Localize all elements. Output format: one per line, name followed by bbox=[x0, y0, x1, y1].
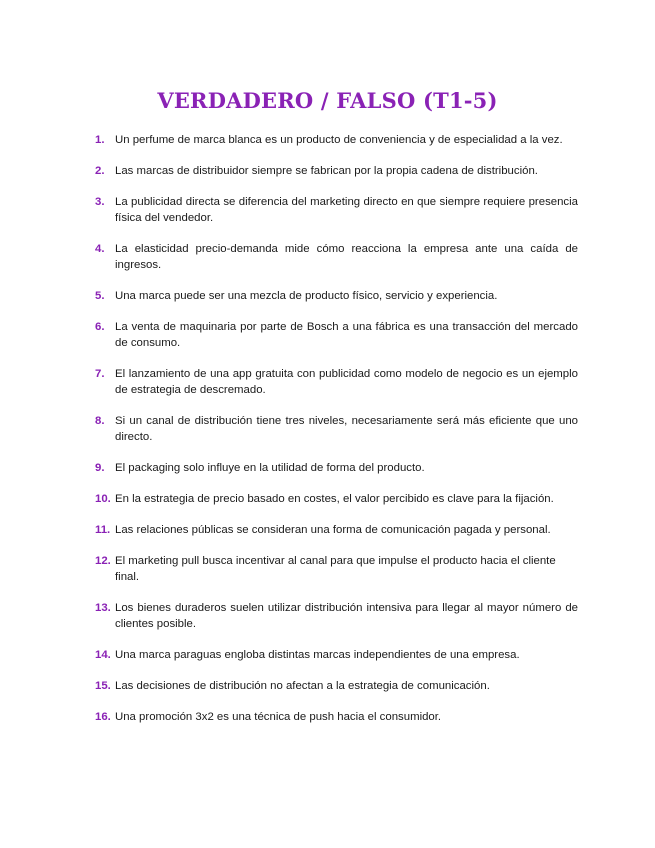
question-item bbox=[95, 600, 578, 632]
question-number: 12. bbox=[95, 555, 111, 567]
question-number: 8. bbox=[95, 415, 105, 427]
question-item bbox=[95, 647, 578, 663]
question-text: La elasticidad precio-demanda mide cómo reacciona la empresa ante una caída de ingresos. bbox=[115, 243, 578, 271]
question-number: 16. bbox=[95, 711, 111, 723]
question-text: Los bienes duraderos suelen utilizar distribución intensiva para llegar al mayor número de clientes posible. bbox=[115, 602, 578, 630]
question-item bbox=[95, 288, 578, 304]
question-item bbox=[95, 319, 578, 351]
question-item bbox=[95, 491, 578, 507]
question-text: El lanzamiento de una app gratuita con publicidad como modelo de negocio es un ejemplo de estrategia de descremado. bbox=[115, 368, 578, 396]
question-item bbox=[95, 522, 578, 538]
question-item bbox=[95, 163, 578, 179]
question-number: 10. bbox=[95, 493, 111, 505]
question-item bbox=[95, 413, 578, 445]
question-text: Una promoción 3x2 es una técnica de push hacia el consumidor. bbox=[115, 711, 442, 723]
page-title: VERDADERO / FALSO (T1-5) bbox=[157, 88, 498, 113]
question-number: 7. bbox=[95, 368, 105, 380]
question-text: Una marca paraguas engloba distintas marcas independientes de una empresa. bbox=[115, 649, 520, 661]
question-text: Las decisiones de distribución no afectan a la estrategia de comunicación. bbox=[115, 680, 490, 692]
question-text: Si un canal de distribución tiene tres niveles, necesariamente será más eficiente que uno directo. bbox=[115, 415, 578, 443]
question-item bbox=[95, 678, 578, 694]
question-text: Un perfume de marca blanca es un producto de conveniencia y de especialidad a la vez. bbox=[115, 134, 563, 146]
question-text: Una marca puede ser una mezcla de producto físico, servicio y experiencia. bbox=[115, 290, 498, 302]
question-item bbox=[95, 553, 578, 585]
question-number: 6. bbox=[95, 321, 105, 333]
question-number: 3. bbox=[95, 196, 105, 208]
question-number: 5. bbox=[95, 290, 105, 302]
question-item bbox=[95, 709, 578, 725]
question-text: La venta de maquinaria por parte de Bosch a una fábrica es una transacción del mercado de consumo. bbox=[115, 321, 578, 349]
question-text: En la estrategia de precio basado en costes, el valor percibido es clave para la fijación. bbox=[115, 493, 554, 505]
question-text: Las marcas de distribuidor siempre se fabrican por la propia cadena de distribución. bbox=[115, 165, 538, 177]
question-text: El packaging solo influye en la utilidad de forma del producto. bbox=[115, 462, 425, 474]
question-text: El marketing pull busca incentivar al canal para que impulse el producto hacia el cliente final. bbox=[115, 555, 556, 583]
question-number: 13. bbox=[95, 602, 111, 614]
question-number: 15. bbox=[95, 680, 111, 692]
question-list bbox=[95, 132, 578, 740]
question-text: La publicidad directa se diferencia del marketing directo en que siempre requiere presencia física del vendedor. bbox=[115, 196, 578, 224]
question-item bbox=[95, 460, 578, 476]
question-item bbox=[95, 366, 578, 398]
question-item bbox=[95, 132, 578, 148]
question-number: 4. bbox=[95, 243, 105, 255]
question-item bbox=[95, 194, 578, 226]
question-number: 2. bbox=[95, 165, 105, 177]
question-number: 11. bbox=[95, 524, 111, 536]
question-text: Las relaciones públicas se consideran una forma de comunicación pagada y personal. bbox=[115, 524, 551, 536]
question-number: 9. bbox=[95, 462, 105, 474]
question-item bbox=[95, 241, 578, 273]
question-number: 14. bbox=[95, 649, 111, 661]
question-number: 1. bbox=[95, 134, 105, 146]
